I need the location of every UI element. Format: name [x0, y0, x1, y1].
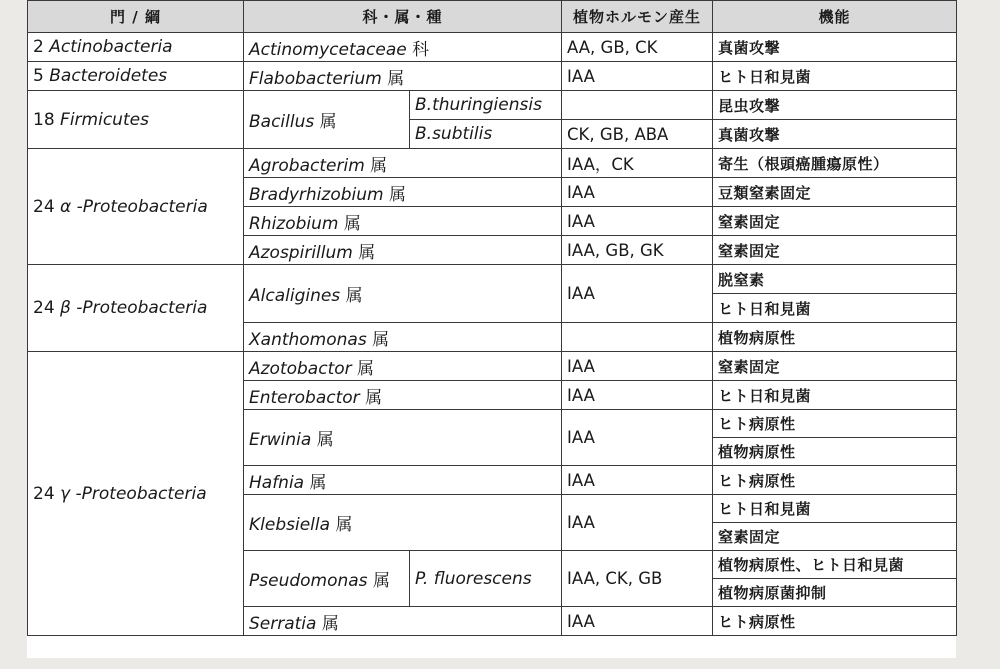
hormone-cell: IAA [562, 410, 713, 466]
hormone-cell: IAA [562, 466, 713, 495]
table-row [28, 149, 957, 178]
phylum-cell: 5 Bacteroidetes [28, 62, 244, 91]
hormone-cell: IAA [562, 607, 713, 636]
taxon-cell: Serratia 属 [244, 607, 562, 636]
taxon-cell: Bacillus 属 [244, 91, 410, 149]
hormone-cell [562, 91, 713, 120]
function-cell: ヒト日和見菌 [713, 294, 957, 323]
hormone-cell: CK, GB, ABA [562, 120, 713, 149]
table-row [28, 62, 957, 91]
function-cell: 昆虫攻撃 [713, 91, 957, 120]
taxon-cell: Xanthomonas 属 [244, 323, 562, 352]
hormone-cell [562, 323, 713, 352]
function-cell: ヒト病原性 [713, 410, 957, 438]
taxon-cell: Agrobacterim 属 [244, 149, 562, 178]
hormone-cell: AA, GB, CK [562, 33, 713, 62]
header-hormone: 植物ホルモン産生 [562, 1, 713, 33]
taxon-cell: Hafnia 属 [244, 466, 562, 495]
function-cell: 脱窒素 [713, 265, 957, 294]
taxon-cell: Enterobactor 属 [244, 381, 562, 410]
table-row [28, 352, 957, 381]
header-taxon: 科・属・種 [244, 1, 562, 33]
function-cell: 窒素固定 [713, 207, 957, 236]
taxon-cell: Flabobacterium 属 [244, 62, 562, 91]
header-phylum: 門 / 綱 [28, 1, 244, 33]
hormone-cell: IAA [562, 495, 713, 551]
function-cell: ヒト日和見菌 [713, 381, 957, 410]
phylum-cell: 24 β -Proteobacteria [28, 265, 244, 352]
function-cell: 植物病原性 [713, 323, 957, 352]
function-cell: 植物病原菌抑制 [713, 579, 957, 607]
taxon-cell: Rhizobium 属 [244, 207, 562, 236]
function-cell: ヒト病原性 [713, 466, 957, 495]
function-cell: ヒト日和見菌 [713, 495, 957, 523]
taxon-cell: Pseudomonas 属 [244, 551, 410, 607]
taxon-cell: Actinomycetaceae 科 [244, 33, 562, 62]
phylum-cell: 18 Firmicutes [28, 91, 244, 149]
species-cell: B.thuringiensis [410, 91, 562, 120]
hormone-cell: IAA [562, 178, 713, 207]
header-row [28, 1, 957, 33]
function-cell: 真菌攻撃 [713, 120, 957, 149]
function-cell: 窒素固定 [713, 523, 957, 551]
function-cell: ヒト病原性 [713, 607, 957, 636]
function-cell: ヒト日和見菌 [713, 62, 957, 91]
phylum-cell: 2 Actinobacteria [28, 33, 244, 62]
species-cell: P. fluorescens [410, 551, 562, 607]
function-cell: 寄生（根頭癌腫瘍原性） [713, 149, 957, 178]
table-row [28, 33, 957, 62]
hormone-cell: IAA，CK [562, 149, 713, 178]
taxon-cell: Bradyrhizobium 属 [244, 178, 562, 207]
function-cell: 窒素固定 [713, 236, 957, 265]
header-function: 機能 [713, 1, 957, 33]
function-cell: 真菌攻撃 [713, 33, 957, 62]
function-cell: 植物病原性、ヒト日和見菌 [713, 551, 957, 579]
taxon-cell: Alcaligines 属 [244, 265, 562, 323]
function-cell: 豆類窒素固定 [713, 178, 957, 207]
hormone-cell: IAA [562, 265, 713, 323]
phylum-cell: 24 α -Proteobacteria [28, 149, 244, 265]
taxon-cell: Erwinia 属 [244, 410, 562, 466]
table-row [28, 91, 957, 120]
function-cell: 窒素固定 [713, 352, 957, 381]
species-cell: B.subtilis [410, 120, 562, 149]
hormone-cell: IAA [562, 381, 713, 410]
phylum-cell: 24 γ -Proteobacteria [28, 352, 244, 636]
hormone-cell: IAA [562, 352, 713, 381]
hormone-cell: IAA, GB, GK [562, 236, 713, 265]
taxon-cell: Azotobactor 属 [244, 352, 562, 381]
hormone-cell: IAA [562, 62, 713, 91]
function-cell: 植物病原性 [713, 438, 957, 466]
table-row [28, 265, 957, 294]
hormone-cell: IAA [562, 207, 713, 236]
document-page [27, 0, 956, 658]
taxon-cell: Klebsiella 属 [244, 495, 562, 551]
taxon-cell: Azospirillum 属 [244, 236, 562, 265]
bacteria-table [27, 0, 957, 636]
hormone-cell: IAA, CK, GB [562, 551, 713, 607]
